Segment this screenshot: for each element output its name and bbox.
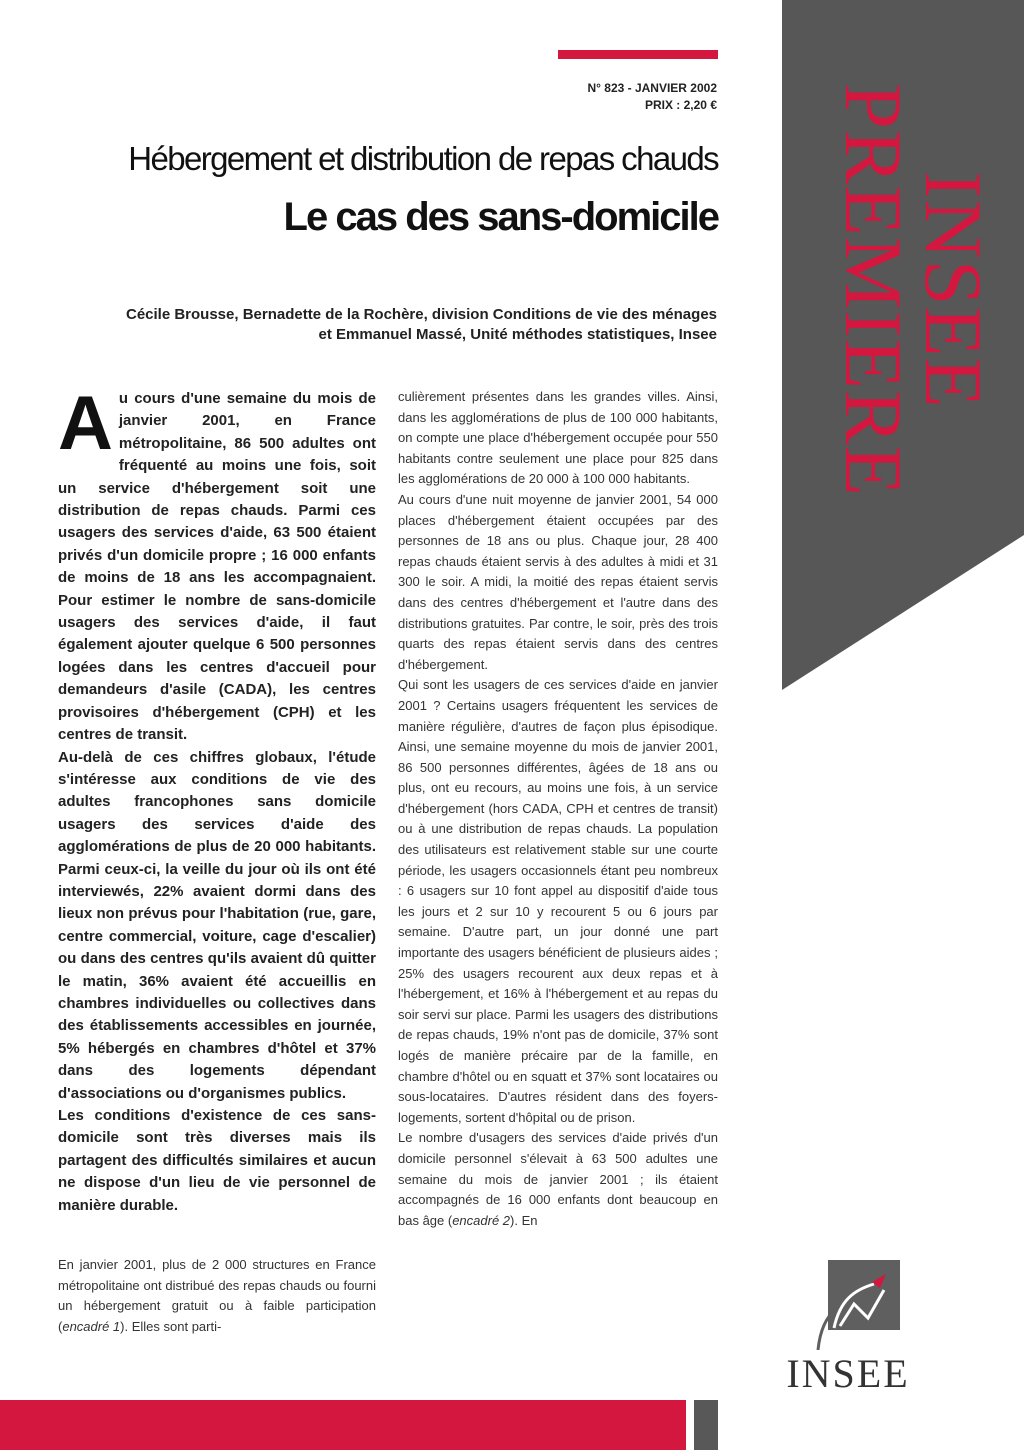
issue-info bbox=[587, 80, 717, 114]
authors-line-1: Cécile Brousse, Bernadette de la Rochère, division Conditions de vie des ménages bbox=[125, 306, 717, 323]
body-text: En janvier 2001, plus de 2 000 structures en France métropolitaine ont distribué des repas chauds ou fourni un hébergement gratuit ou à faible participation ( bbox=[58, 1257, 376, 1334]
body-paragraph bbox=[398, 1128, 718, 1231]
body-paragraph: Qui sont les usagers de ces services d'aide en janvier 2001 ? Certains usagers fréquentent les services de manière régulière, d'autres de façon plus épisodique. Ainsi, une semaine moyenne du mois de janvier 2001, 86 500 personnes différentes, âgées de 18 ans ou plus, ont eu recours, au moins une fois, à un service d'hébergement (hors CADA, CPH et centres de transit) ou à une distribution de repas chauds. La population des utilisateurs est relativement stable sur une courte période, les usagers occasionnels étant peu nombreux : 6 usagers sur 10 font appel au dispositif d'aide tous les jours et 2 sur 10 y recourent 5 ou 6 jours par semaine. D'autre part, un jour donné une part importante des usagers bénéficient de plusieurs aides ; 25% des usagers recourent aux deux repas et à l'hébergement, et 16% à l'hébergement et au repas du soir servi sur place. Parmi les usagers des distributions de repas chauds, 19% n'ont pas de domicile, 37% sont logés de manière précaire par de la famille, en chambre d'hôtel ou en squatt et 37% sont locataires ou sous-locataires. D'autres résident dans des foyers-logements, sortent d'hôpital ou de prison. bbox=[398, 677, 718, 1125]
banner-title-line-2: PREMIERE bbox=[828, 83, 919, 497]
authors-line-2: et Emmanuel Massé, Unité méthodes statistiques, Insee bbox=[318, 326, 717, 343]
abstract bbox=[58, 381, 376, 1217]
drop-cap: A bbox=[58, 381, 113, 466]
issue-number: N° 823 - JANVIER 2002 bbox=[587, 81, 717, 95]
issue-price: PRIX : 2,20 € bbox=[644, 98, 717, 112]
box-reference: encadré 1 bbox=[62, 1318, 121, 1334]
banner-title-line-1: INSEE bbox=[908, 171, 999, 409]
authors bbox=[37, 305, 717, 345]
body-paragraph bbox=[58, 1255, 376, 1337]
insee-logo-text: INSEE bbox=[786, 1351, 910, 1396]
abstract-paragraph-2: Au-delà de ces chiffres globaux, l'étude s'intéresse aux conditions de vie des adultes francophones sans domicile usagers des services d'aide des agglomérations de plus de 20 000 habitants. Parmi ceux-ci, la veille du jour où ils ont été interviewés, 22% avaient dormi dans des lieux non prévus pour l'habitation (rue, gare, centre commercial, voiture, cage d'escalier) ou dans des centres qu'ils avaient dû quitter le matin, 36% avaient été accueillis en chambres individuelles ou collectives dans des établissements accessibles en journée, 5% hébergés en chambres d'hôtel et 37% dans des logements dépendant d'associations ou d'organismes publics. bbox=[58, 748, 376, 1102]
footer-tab bbox=[694, 1400, 718, 1450]
body-text: ). Elles sont parti- bbox=[120, 1318, 222, 1334]
insee-logo bbox=[778, 1250, 918, 1400]
abstract-paragraph-3: Les conditions d'existence de ces sans-domicile sont très diverses mais ils partagent des difficultés similaires et aucun ne dispose d'un lieu de vie personnel de manière durable. bbox=[58, 1107, 376, 1214]
box-reference: encadré 2 bbox=[452, 1212, 511, 1228]
abstract-paragraph-1-text: u cours d'une semaine du mois de janvier 2001, en France métropolitaine, 86 500 adultes ont fréquenté au moins une fois, soit un service d'hébergement soit une distribution de repas chauds. Parmi ces usagers des services d'aide, 63 500 étaient privés d'un domicile propre ; 16 000 enfants de moins de 18 ans les accompagnaient. Pour estimer le nombre de sans-domicile usagers des services d'aide, il faut également ajouter quelque 6 500 personnes logées dans les centres d'accueil pour demandeurs d'asile (CADA), les centres provisoires d'hébergement (CPH) et les centres de transit. bbox=[58, 390, 376, 744]
abstract-paragraph-1 bbox=[58, 381, 376, 747]
body-paragraph: culièrement présentes dans les grandes villes. Ainsi, dans les agglomérations de plus de 100 000 habitants, on compte une place d'hébergement occupée pour 550 habitants contre seulement une place pour 825 dans les agglomérations de 20 000 à 100 000 habitants. bbox=[398, 389, 718, 487]
left-column bbox=[58, 381, 376, 1337]
right-column bbox=[398, 387, 718, 1231]
left-body-text bbox=[58, 1255, 376, 1337]
body-text: Le nombre d'usagers des services d'aide privés d'un domicile personnel s'élevait à 63 500 adultes une semaine du mois de janvier 2001 ; ils étaient accompagnés de 16 000 enfants dont beaucoup en bas âge ( bbox=[398, 1130, 718, 1228]
body-paragraph: Au cours d'une nuit moyenne de janvier 2001, 54 000 places d'hébergement étaient occupées par des personnes de 18 ans ou plus. Chaque jour, 28 400 repas chauds étaient servis à des adultes à midi et 31 300 le soir. A midi, la moitié des repas étaient servis dans des centres d'hébergement et l'autre dans des distributions gratuites. Par contre, le soir, près des trois quarts des repas étaient servis dans des centres d'hébergement. bbox=[398, 491, 718, 672]
banner-title bbox=[813, 30, 999, 550]
header-rule bbox=[558, 50, 718, 59]
page-title: Le cas des sans-domicile bbox=[283, 195, 718, 239]
footer-bar bbox=[0, 1400, 686, 1450]
insee-logo-mark-icon bbox=[814, 1260, 900, 1350]
body-text: ). En bbox=[510, 1212, 538, 1228]
sup-title: Hébergement et distribution de repas chauds bbox=[128, 140, 718, 177]
